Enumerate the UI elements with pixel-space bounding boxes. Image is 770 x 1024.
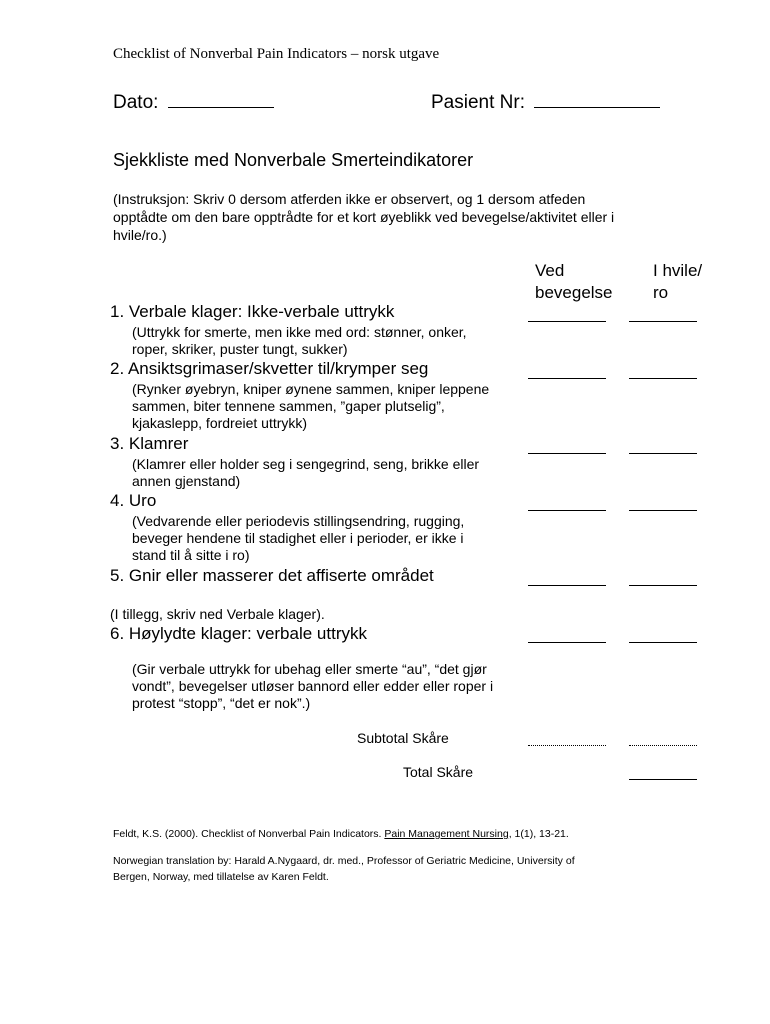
item-3-description bbox=[132, 456, 479, 490]
citation-journal: Pain Management Nursing bbox=[384, 828, 509, 840]
item-2-i-hvile-blank[interactable] bbox=[629, 378, 697, 379]
item-6-ved-bevegelse-blank[interactable] bbox=[528, 642, 606, 643]
document-header: Checklist of Nonverbal Pain Indicators – norsk utgave bbox=[113, 46, 440, 62]
pasient-blank[interactable] bbox=[534, 107, 660, 108]
description-line: beveger hendene til stadighet eller i perioder, er ikke i bbox=[132, 530, 464, 546]
total-label: Total Skåre bbox=[403, 764, 474, 780]
instruction-line: opptådte om den bare opptrådte for et kort øyeblikk ved bevegelse/aktivitet eller i bbox=[113, 209, 615, 225]
description-line: annen gjenstand) bbox=[132, 473, 241, 489]
column-header-i-hvile bbox=[653, 260, 702, 304]
description-line: (Gir verbale uttrykk for ubehag eller smerte “au”, “det gjør bbox=[132, 661, 487, 677]
pasient-field[interactable] bbox=[431, 92, 660, 114]
citation-text: , 1(1), 13-21. bbox=[508, 828, 569, 840]
item-1-i-hvile-blank[interactable] bbox=[629, 321, 697, 322]
item-1-ved-bevegelse-blank[interactable] bbox=[528, 321, 606, 322]
dato-blank[interactable] bbox=[168, 107, 274, 108]
column-header-line: I hvile/ bbox=[653, 261, 703, 280]
item-4-description bbox=[132, 513, 464, 564]
item-2-title: 2. Ansiktsgrimaser/skvetter til/krymper seg bbox=[110, 359, 429, 378]
description-line: (Uttrykk for smerte, men ikke med ord: stønner, onker, bbox=[132, 324, 467, 340]
translation-line: Norwegian translation by: Harald A.Nygaard, dr. med., Professor of Geriatric Medicine, University of bbox=[113, 855, 575, 867]
column-header-ved-bevegelse bbox=[535, 260, 613, 304]
translation-credit bbox=[113, 853, 575, 885]
item-3-ved-bevegelse-blank[interactable] bbox=[528, 453, 606, 454]
dato-field[interactable] bbox=[113, 92, 274, 114]
item-5-i-hvile-blank[interactable] bbox=[629, 585, 697, 586]
item-4-title: 4. Uro bbox=[110, 491, 157, 510]
translation-line: Bergen, Norway, med tillatelse av Karen Feldt. bbox=[113, 871, 329, 883]
description-line: roper, skriker, puster tungt, sukker) bbox=[132, 341, 348, 357]
addendum-note: (I tillegg, skriv ned Verbale klager). bbox=[110, 606, 325, 622]
description-line: (Klamrer eller holder seg i sengegrind, seng, brikke eller bbox=[132, 456, 480, 472]
item-6-description bbox=[132, 661, 493, 712]
description-line: kjakaslepp, fordreiet uttrykk) bbox=[132, 415, 308, 431]
instruction-line: hvile/ro.) bbox=[113, 227, 167, 243]
page-title: Sjekkliste med Nonverbale Smerteindikatorer bbox=[113, 150, 474, 170]
description-line: (Vedvarende eller periodevis stillingsendring, rugging, bbox=[132, 513, 465, 529]
description-line: sammen, biter tennene sammen, ”gaper plutselig”, bbox=[132, 398, 445, 414]
subtotal-label: Subtotal Skåre bbox=[357, 730, 449, 746]
item-2-ved-bevegelse-blank[interactable] bbox=[528, 378, 606, 379]
item-4-ved-bevegelse-blank[interactable] bbox=[528, 510, 606, 511]
subtotal-i-hvile-blank[interactable] bbox=[629, 745, 697, 746]
item-5-title: 5. Gnir eller masserer det affiserte området bbox=[110, 566, 434, 585]
pasient-label: Pasient Nr: bbox=[431, 92, 525, 113]
item-3-i-hvile-blank[interactable] bbox=[629, 453, 697, 454]
item-4-i-hvile-blank[interactable] bbox=[629, 510, 697, 511]
citation bbox=[113, 826, 569, 842]
description-line: vondt”, bevegelser utløser bannord eller edder eller roper i bbox=[132, 678, 494, 694]
item-3-title: 3. Klamrer bbox=[110, 434, 189, 453]
total-blank[interactable] bbox=[629, 779, 697, 780]
item-1-description bbox=[132, 324, 467, 358]
dato-label: Dato: bbox=[113, 92, 159, 113]
column-header-line: ro bbox=[653, 283, 669, 302]
column-header-line: Ved bbox=[535, 261, 565, 280]
description-line: protest “stopp”, “det er nok”.) bbox=[132, 695, 311, 711]
instruction-line: (Instruksjon: Skriv 0 dersom atferden ikke er observert, og 1 dersom atfeden bbox=[113, 191, 586, 207]
description-line: stand til å sitte i ro) bbox=[132, 547, 250, 563]
citation-text: Feldt, K.S. (2000). Checklist of Nonverbal Pain Indicators. bbox=[113, 828, 385, 840]
item-1-title: 1. Verbale klager: Ikke-verbale uttrykk bbox=[110, 302, 395, 321]
item-6-title: 6. Høylydte klager: verbale uttrykk bbox=[110, 624, 367, 643]
instructions bbox=[113, 190, 614, 244]
subtotal-ved-bevegelse-blank[interactable] bbox=[528, 745, 606, 746]
item-5-ved-bevegelse-blank[interactable] bbox=[528, 585, 606, 586]
description-line: (Rynker øyebryn, kniper øynene sammen, kniper leppene bbox=[132, 381, 490, 397]
item-6-i-hvile-blank[interactable] bbox=[629, 642, 697, 643]
item-2-description bbox=[132, 381, 489, 432]
column-header-line: bevegelse bbox=[535, 283, 613, 302]
